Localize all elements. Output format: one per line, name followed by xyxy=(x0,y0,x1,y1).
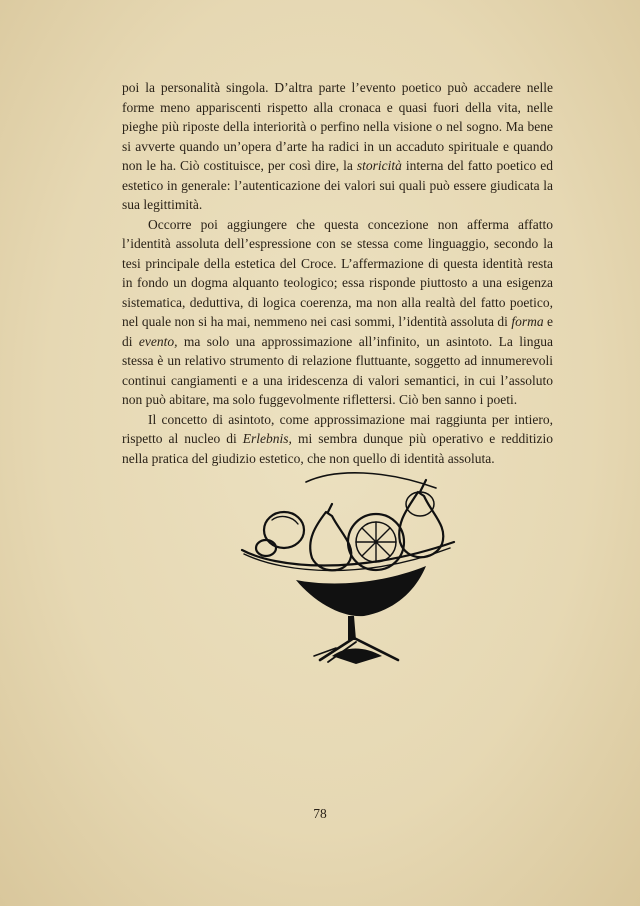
paragraph xyxy=(122,410,553,469)
text-run: ma solo una approssimazione all’infinito, un asintoto. La lingua stessa è un relativo strumento di relazione fluttuante, soggetto ad innumerevoli continui cangiamenti e a una iridescenza di valori semantici, in cui l’assoluto non può abitare, ma solo fuggevolmente riflettersi. Ciò ben sanno i poeti. xyxy=(122,333,553,407)
italic-term: evento, xyxy=(138,333,178,349)
text-run: Il concetto di asintoto, come approssimazione mai raggiunta per intiero, rispetto al nucleo di xyxy=(122,411,553,446)
text-run: Occorre poi aggiungere che questa concezione non afferma affatto l’identità assoluta dell’espressione con se stessa come linguaggio, secondo la tesi principale della estetica del Croce. L’affermazione di questa identità resta in fondo un dogma alquanto teologico; essa risponde piuttosto a una esigenza sistematica, deduttiva, di logica coerenza, ma non alla realtà del fatto poetico, nel quale non si ha mai, nemmeno nei casi sommi, l’identità assoluta di xyxy=(122,216,553,329)
italic-term: storicità xyxy=(356,158,402,173)
fruit-bowl-drawing xyxy=(236,470,464,670)
page-number: 78 xyxy=(313,806,327,821)
italic-term: Erlebnis, xyxy=(242,431,292,446)
text-run: e di xyxy=(122,314,554,349)
italic-term: forma xyxy=(511,314,544,329)
text-run: poi la personalità singola. D’altra parte l’evento poetico può accadere nelle forme meno appariscenti rispetto alla cronaca e quasi fuori della vita, nelle pieghe più riposte della interiorità o perfino nella visione o nel sogno. Ma bene si avverte quando un’opera d’arte ha radici in un accaduto spirituale e quando non le ha. Ciò costituisce, per così dire, la xyxy=(122,80,553,173)
paragraph xyxy=(122,78,553,215)
text-run: interna del fatto poetico ed estetico in generale: l’autenticazione dei valori sui quali può essere giudicata la sua legittimità. xyxy=(122,158,553,212)
text-run: mi sembra dunque più operativo e redditizio nella pratica del giudizio estetico, che non quello di identità assoluta. xyxy=(122,431,553,466)
body-text xyxy=(122,78,553,468)
paragraph xyxy=(122,215,553,410)
